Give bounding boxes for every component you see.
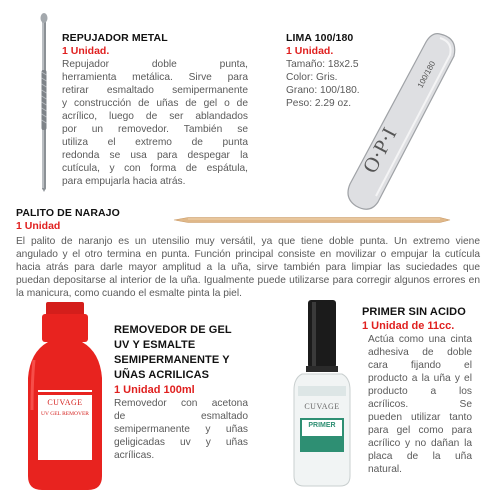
title-line: REMOVEDOR DE GEL [114, 324, 232, 336]
desc-line: para gel como para [368, 425, 472, 436]
title-line: UÑAS ACRILICAS [114, 369, 210, 381]
desc-line: puedan depositarse al interior de la uña. Igualmente puede utilizarse para corregir algunos errores en [16, 275, 480, 286]
desc-line: redonda se usa para despegar la [62, 150, 248, 161]
palito-title: PALITO DE NARAJO [16, 207, 120, 219]
title-line: SEMIPERMANENTE Y [114, 354, 230, 366]
desc-line: angulado y el otro termina en punta. Función principal consiste en movilizar o empujar la cutícula [16, 249, 480, 260]
desc-line: retirar esmaltado semipermanente [62, 85, 248, 96]
desc-line: Actúa como una cinta [368, 334, 472, 345]
desc-line: semipermanente y uñas [114, 424, 248, 435]
desc-line: acrílico, luego de ser ablandados [62, 111, 248, 122]
nail-file-image [322, 30, 472, 212]
desc-line: utiliza el extremo de punta [62, 137, 248, 148]
desc-line: cara fijando el [368, 360, 472, 371]
desc-line: herramienta metálica. Sirve para [62, 72, 248, 83]
desc-line: cutícula, y con forma de espátula, [62, 163, 248, 174]
spec-line: Tamaño: 18x2.5 [286, 59, 359, 70]
lima-title: LIMA 100/180 [286, 32, 354, 44]
remover-bottle-image [22, 300, 108, 492]
desc-line: y construcción de uñas de gel o de [62, 98, 248, 109]
title-line: UV Y ESMALTE [114, 339, 196, 351]
desc-line: acrílicos. Se [368, 399, 472, 410]
repujador-description [62, 58, 248, 188]
desc-line: adhesiva de doble [368, 347, 472, 358]
desc-line: la manicura, como cuando el esmalte pinta la piel. [16, 288, 242, 299]
palito-description [16, 235, 480, 300]
desc-line: hacia atrás para darle mayor amplitud a la uña, sirve también para limpiar las suciedades que [16, 262, 480, 273]
desc-line: geligicadas uv y uñas [114, 437, 248, 448]
desc-line: de esmaltado [114, 411, 248, 422]
spec-line: Peso: 2.29 oz. [286, 98, 352, 109]
repujador-quantity: 1 Unidad. [62, 45, 110, 57]
lima-quantity: 1 Unidad. [286, 45, 334, 57]
desc-line: producto a la uña y el [368, 373, 472, 384]
repujador-title: REPUJADOR METAL [62, 32, 168, 44]
remover-bottle-label: UV GEL REMOVER [41, 411, 89, 417]
desc-line: Repujador doble punta, [62, 59, 248, 70]
file-brand-mark: O·P·I [357, 123, 402, 178]
desc-line: por un removedor. También se [62, 124, 248, 135]
desc-line: acrílico y no dañan la [368, 438, 472, 449]
desc-line: placa de la uña [368, 451, 472, 462]
primer-bottle-brand: CUVAGE [304, 402, 340, 411]
desc-line: natural. [368, 464, 402, 475]
desc-line: para empujarla hacia atrás. [62, 176, 186, 187]
primer-title: PRIMER SIN ACIDO [362, 306, 466, 318]
orange-stick-image [172, 214, 452, 226]
primer-quantity: 1 Unidad de 11cc. [362, 320, 455, 332]
palito-quantity: 1 Unidad [16, 220, 61, 232]
desc-line: Removedor con acetona [114, 398, 248, 409]
primer-bottle-label: PRIMER [308, 422, 336, 429]
desc-line: acrílicas. [114, 450, 155, 461]
primer-bottle-image [288, 298, 356, 488]
desc-line: pueden utilizar tanto [368, 412, 472, 423]
repujador-tool-image [24, 12, 64, 192]
removedor-description [114, 397, 248, 462]
desc-line: producto a los [368, 386, 472, 397]
spec-line: Grano: 100/180. [286, 85, 360, 96]
primer-description [368, 333, 472, 476]
spec-line: Color: Gris. [286, 72, 338, 83]
remover-bottle-brand: CUVAGE [47, 398, 83, 407]
removedor-quantity: 1 Unidad 100ml [114, 384, 195, 396]
file-grit-mark: 100/180 [415, 59, 438, 90]
removedor-title [114, 323, 232, 383]
desc-line: El palito de naranjo es un utensilio muy versátil, ya que tiene doble punta. Un extremo viene [16, 236, 480, 247]
